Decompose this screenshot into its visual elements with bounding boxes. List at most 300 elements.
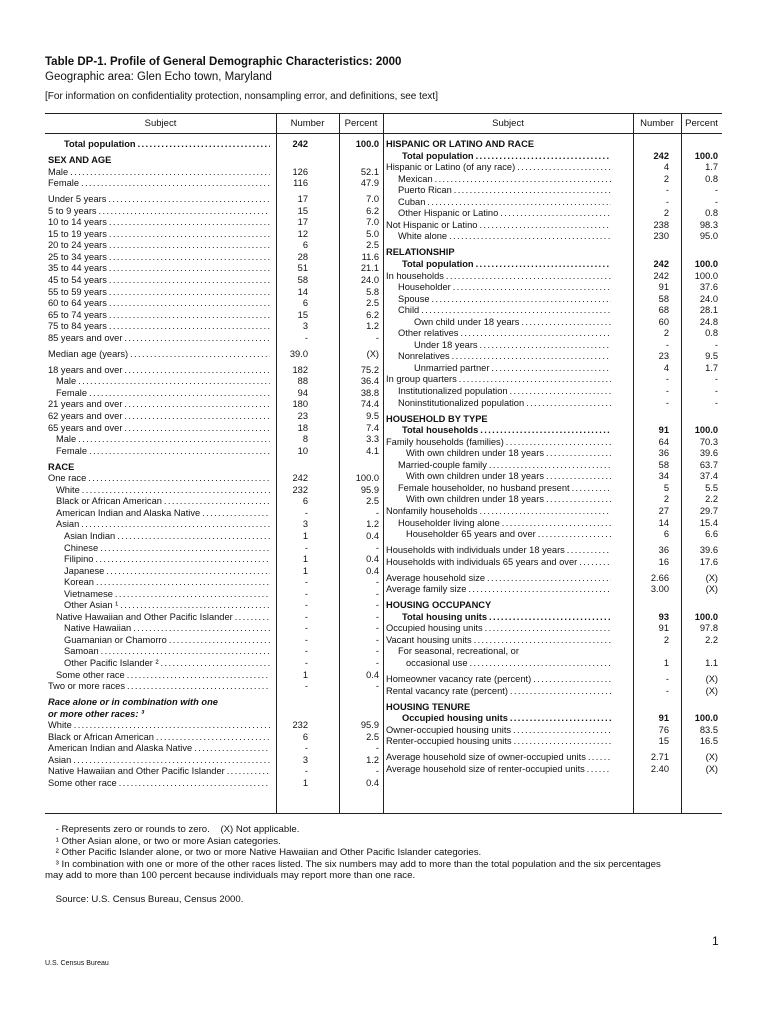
table-row — [386, 686, 718, 698]
row-label: 62 years and over . . . — [48, 411, 270, 423]
row-label: Noninstitutionalized population . . . — [398, 398, 611, 410]
row-number: 2 — [663, 494, 669, 505]
row-number: 3 — [302, 519, 308, 530]
table-row — [48, 139, 379, 151]
row-label: occasional use . . . — [406, 658, 611, 670]
header-number-right: Number — [633, 114, 681, 134]
row-number: 1 — [663, 658, 669, 669]
row-percent: - — [714, 185, 718, 196]
row-number: 14 — [658, 517, 669, 528]
section-heading — [386, 139, 718, 151]
row-number: 88 — [297, 376, 308, 387]
row-percent: 28.1 — [699, 305, 718, 316]
table-row — [386, 197, 718, 209]
row-label: Under 18 years . . . — [414, 340, 611, 352]
table-row — [48, 376, 379, 388]
table-row — [386, 340, 718, 352]
row-number: 6 — [302, 298, 308, 309]
table-row — [386, 713, 718, 725]
table-row — [386, 374, 718, 386]
row-percent: 11.6 — [361, 251, 379, 262]
row-number: 126 — [292, 166, 308, 177]
row-label: Asian . . . — [56, 519, 270, 531]
row-percent: - — [375, 646, 379, 657]
row-label: Householder 65 years and over . . . — [406, 529, 611, 541]
row-percent: - — [375, 623, 379, 634]
table-row — [48, 766, 379, 778]
row-label: With own children under 18 years . . . — [406, 448, 611, 460]
table-row — [48, 732, 379, 744]
row-label: 55 to 59 years . . . — [48, 287, 270, 299]
row-percent: 16.5 — [699, 736, 718, 747]
row-number: 15 — [297, 309, 308, 320]
table-row — [386, 506, 718, 518]
row-label: Other Pacific Islander ² . . . — [64, 658, 270, 670]
section-heading — [386, 600, 718, 612]
table-row — [48, 333, 379, 345]
table-row — [386, 317, 718, 329]
row-percent: - — [375, 588, 379, 599]
row-number: 1 — [302, 669, 308, 680]
row-percent: 0.4 — [366, 777, 379, 788]
row-percent: 1.2 — [366, 519, 379, 530]
section-heading — [48, 155, 379, 167]
table-row — [48, 240, 379, 252]
row-number: 242 — [292, 139, 308, 149]
row-label: For seasonal, recreational, or — [398, 646, 519, 657]
table-row — [48, 388, 379, 400]
row-number: 91 — [658, 623, 669, 634]
geographic-area: Geographic area: Glen Echo town, Maryland — [45, 71, 272, 83]
row-percent: 0.8 — [705, 173, 718, 184]
row-label: HOUSING TENURE — [386, 701, 471, 712]
row-number: 242 — [653, 270, 669, 281]
table-row — [386, 752, 718, 764]
row-number: 23 — [658, 351, 669, 362]
row-percent: 5.8 — [366, 286, 379, 297]
row-percent: 0.4 — [366, 554, 379, 565]
row-number: 17 — [297, 194, 308, 205]
table-row — [386, 162, 718, 174]
row-label: Occupied housing units . . . — [386, 623, 611, 635]
header-subject-right: Subject — [383, 114, 633, 134]
table-row — [386, 220, 718, 232]
row-percent: 7.0 — [366, 194, 379, 205]
row-percent: 24.0 — [360, 275, 379, 286]
row-percent: - — [375, 743, 379, 754]
row-percent: 17.6 — [699, 556, 718, 567]
row-number: - — [304, 743, 308, 754]
table-row — [386, 294, 718, 306]
row-label: 45 to 54 years . . . — [48, 275, 270, 287]
row-number: 51 — [297, 263, 308, 274]
row-label: In group quarters . . . — [386, 374, 611, 386]
row-label: Households with individuals 65 years and over . . . — [386, 557, 611, 569]
row-percent: - — [375, 681, 379, 692]
row-percent: - — [375, 611, 379, 622]
table-row — [48, 646, 379, 658]
row-label: Black or African American . . . — [48, 732, 270, 744]
table-row — [386, 646, 718, 658]
table-row — [48, 349, 379, 361]
row-percent: 21.1 — [360, 263, 379, 274]
row-number: - — [304, 766, 308, 777]
row-label: Total population . . . — [64, 139, 270, 151]
column-divider — [383, 114, 384, 813]
row-label: 65 to 74 years . . . — [48, 310, 270, 322]
row-percent: 63.7 — [699, 459, 718, 470]
table-row — [48, 473, 379, 485]
table-row — [48, 531, 379, 543]
table-row — [48, 423, 379, 435]
row-label: Asian Indian . . . — [64, 531, 270, 543]
table-row — [386, 725, 718, 737]
table-row — [48, 566, 379, 578]
row-label: HOUSEHOLD BY TYPE — [386, 413, 488, 424]
table-row — [48, 310, 379, 322]
row-number: 93 — [658, 611, 669, 622]
row-number: 23 — [297, 411, 308, 422]
table-row — [386, 305, 718, 317]
row-label: Average family size . . . — [386, 584, 611, 596]
row-number: 68 — [658, 305, 669, 316]
table-row — [48, 399, 379, 411]
row-label: 25 to 34 years . . . — [48, 252, 270, 264]
row-percent: 95.9 — [360, 720, 379, 731]
table-row — [386, 328, 718, 340]
table-row — [386, 545, 718, 557]
table-row — [386, 208, 718, 220]
table-row — [48, 600, 379, 612]
row-label: Filipino . . . — [64, 554, 270, 566]
row-number: 242 — [653, 150, 669, 161]
right-column — [386, 139, 718, 775]
row-number: 91 — [658, 425, 669, 436]
row-number: 76 — [658, 724, 669, 735]
table-row — [386, 764, 718, 776]
row-number: - — [304, 634, 308, 645]
row-label: American Indian and Alaska Native . . . — [56, 508, 270, 520]
row-label: Average household size of owner-occupied units . . . — [386, 752, 611, 764]
row-percent: 39.6 — [699, 545, 718, 556]
row-label: Married-couple family . . . — [398, 460, 611, 472]
header-percent-right: Percent — [681, 114, 722, 134]
row-percent: - — [375, 600, 379, 611]
row-label: Vacant housing units . . . — [386, 635, 611, 647]
row-number: 60 — [658, 316, 669, 327]
table-row — [48, 743, 379, 755]
row-percent: 83.5 — [699, 724, 718, 735]
row-number: 15 — [297, 205, 308, 216]
row-percent: 15.4 — [699, 517, 718, 528]
table-row — [386, 529, 718, 541]
row-label: Chinese . . . — [64, 543, 270, 555]
row-label: Female . . . — [48, 178, 270, 190]
row-percent: - — [375, 507, 379, 518]
row-number: 91 — [658, 713, 669, 724]
row-percent: 2.5 — [366, 731, 379, 742]
row-label: Households with individuals under 18 years . . . — [386, 545, 611, 557]
row-percent: 37.6 — [699, 282, 718, 293]
row-percent: 74.4 — [360, 399, 379, 410]
row-percent: 0.4 — [366, 531, 379, 541]
row-number: 8 — [302, 434, 308, 445]
table-row — [386, 437, 718, 449]
row-label: Total population . . . — [402, 151, 611, 163]
row-number: 2 — [663, 173, 669, 184]
row-percent: 5.0 — [366, 228, 379, 239]
row-label: Own child under 18 years . . . — [414, 317, 611, 329]
row-percent: (X) — [705, 763, 718, 774]
row-percent: 100.0 — [355, 473, 379, 484]
row-label: Total housing units . . . — [402, 612, 611, 624]
table-row — [48, 623, 379, 635]
row-number: 2 — [663, 328, 669, 339]
row-label: Not Hispanic or Latino . . . — [386, 220, 611, 232]
row-label: HOUSING OCCUPANCY — [386, 600, 492, 611]
table-row — [386, 483, 718, 495]
row-number: 34 — [658, 471, 669, 482]
row-label: Some other race . . . — [56, 670, 270, 682]
row-label: Median age (years) . . . — [48, 349, 270, 361]
row-number: - — [304, 611, 308, 622]
table-row — [48, 217, 379, 229]
row-label: Child . . . — [398, 305, 611, 317]
table-row — [386, 736, 718, 748]
table-row — [48, 275, 379, 287]
table-row — [48, 635, 379, 647]
row-label: In households . . . — [386, 271, 611, 283]
row-label: Total households . . . — [402, 425, 611, 437]
row-number: - — [665, 385, 669, 396]
row-percent: 9.5 — [705, 351, 718, 362]
row-label: Race alone or in combination with one — [48, 697, 218, 708]
row-label: Puerto Rican . . . — [398, 185, 611, 197]
table-row — [48, 778, 379, 790]
row-number: 3 — [302, 754, 308, 765]
row-percent: - — [714, 339, 718, 350]
row-number: - — [304, 507, 308, 518]
row-percent: 24.0 — [699, 293, 718, 304]
row-percent: - — [375, 634, 379, 645]
row-label: Some other race . . . — [48, 778, 270, 790]
table-row — [48, 658, 379, 670]
row-number: 232 — [292, 484, 308, 495]
row-percent: 6.2 — [366, 205, 379, 216]
row-number: 1 — [302, 565, 308, 576]
row-number: 12 — [297, 228, 308, 239]
table-row — [386, 658, 718, 670]
row-number: 36 — [658, 448, 669, 459]
row-number: 180 — [292, 399, 308, 410]
row-percent: 2.2 — [705, 634, 718, 645]
row-percent: 7.0 — [366, 217, 379, 228]
row-number: - — [304, 542, 308, 553]
table-row — [48, 755, 379, 767]
table-row — [48, 446, 379, 458]
row-number: 58 — [297, 275, 308, 286]
row-number: - — [304, 588, 308, 599]
row-label: Samoan . . . — [64, 646, 270, 658]
table-row — [386, 471, 718, 483]
row-percent: 100.0 — [694, 611, 718, 622]
row-percent: 9.5 — [366, 411, 379, 422]
row-number: 5 — [663, 482, 669, 493]
row-number: 6 — [302, 731, 308, 742]
row-percent: 1.7 — [705, 362, 718, 373]
row-number: - — [665, 196, 669, 207]
row-number: 36 — [658, 545, 669, 556]
row-percent: 29.7 — [699, 505, 718, 516]
row-percent: - — [714, 385, 718, 396]
row-label: RACE — [48, 461, 75, 472]
row-percent: 100.0 — [694, 270, 718, 281]
row-label: 85 years and over . . . — [48, 333, 270, 345]
row-percent: 2.2 — [705, 494, 718, 505]
row-number: 1 — [302, 531, 308, 541]
row-number: 64 — [658, 436, 669, 447]
table-row — [48, 263, 379, 275]
row-label: Average household size . . . — [386, 573, 611, 585]
row-percent: 38.8 — [360, 387, 379, 398]
row-label: Male . . . — [48, 167, 270, 179]
row-percent: 1.7 — [705, 162, 718, 173]
table-row — [386, 460, 718, 472]
row-label: 18 years and over . . . — [48, 365, 270, 377]
table-row — [48, 589, 379, 601]
row-label: Householder living alone . . . — [398, 518, 611, 530]
section-heading — [386, 702, 718, 714]
row-label: Rental vacancy rate (percent) . . . — [386, 686, 611, 698]
row-label: White . . . — [56, 485, 270, 497]
row-label: Female . . . — [56, 388, 270, 400]
row-label: 65 years and over . . . — [48, 423, 270, 435]
table-row — [48, 543, 379, 555]
row-number: 230 — [653, 231, 669, 242]
row-percent: 6.2 — [366, 309, 379, 320]
row-number: 4 — [663, 162, 669, 173]
row-label: American Indian and Alaska Native . . . — [48, 743, 270, 755]
row-percent: 24.8 — [699, 316, 718, 327]
table-row — [386, 518, 718, 530]
row-percent: 5.5 — [705, 482, 718, 493]
table-row — [386, 612, 718, 624]
row-percent: 7.4 — [366, 422, 379, 433]
row-label: Female . . . — [56, 446, 270, 458]
row-label: Two or more races . . . — [48, 681, 270, 693]
row-label: RELATIONSHIP — [386, 247, 455, 258]
row-percent: (X) — [705, 572, 718, 583]
table-row — [386, 494, 718, 506]
table-row — [386, 635, 718, 647]
table-row — [386, 674, 718, 686]
row-label: 35 to 44 years . . . — [48, 263, 270, 275]
row-number: 116 — [293, 178, 308, 189]
row-number: 2 — [663, 208, 669, 219]
row-label: Vietnamese . . . — [64, 589, 270, 601]
footnote-line: - Represents zero or rounds to zero. (X) Not applicable. — [45, 824, 300, 835]
table-row — [386, 363, 718, 375]
row-label: Other relatives . . . — [398, 328, 611, 340]
table-row — [48, 229, 379, 241]
row-number: 2.66 — [650, 572, 669, 583]
table-row — [48, 167, 379, 179]
row-percent: 95.0 — [699, 231, 718, 242]
row-label: Cuban . . . — [398, 197, 611, 209]
row-percent: 47.9 — [360, 178, 379, 189]
row-number: 94 — [297, 387, 308, 398]
row-percent: - — [375, 658, 379, 669]
row-label: Native Hawaiian . . . — [64, 623, 270, 635]
row-label: Nonfamily households . . . — [386, 506, 611, 518]
row-number: - — [304, 681, 308, 692]
row-percent: - — [714, 374, 718, 385]
row-percent: 39.6 — [699, 448, 718, 459]
table-row — [48, 697, 379, 709]
table-row — [48, 681, 379, 693]
row-percent: 70.3 — [699, 436, 718, 447]
row-label: 75 to 84 years . . . — [48, 321, 270, 333]
row-number: - — [665, 374, 669, 385]
row-number: 6 — [302, 496, 308, 507]
info-note: [For information on confidentiality protection, nonsampling error, and definitions, see text] — [45, 91, 438, 102]
row-number: - — [665, 339, 669, 350]
table-row — [48, 577, 379, 589]
table-row — [386, 185, 718, 197]
header-subject-left: Subject — [45, 114, 276, 134]
table-row — [48, 612, 379, 624]
row-label: Native Hawaiian and Other Pacific Islander . . . — [56, 612, 270, 624]
row-number: 10 — [297, 445, 308, 456]
row-number: - — [304, 332, 308, 343]
table-row — [48, 508, 379, 520]
row-number: 39.0 — [289, 348, 308, 359]
row-percent: 2.5 — [366, 298, 379, 309]
table-row — [386, 174, 718, 186]
row-number: 14 — [297, 286, 308, 297]
table-row — [48, 194, 379, 206]
row-number: 27 — [658, 505, 669, 516]
table-row — [386, 231, 718, 243]
row-label: Householder . . . — [398, 282, 611, 294]
row-percent: - — [714, 196, 718, 207]
header-number-left: Number — [276, 114, 339, 134]
row-label: Total population . . . — [402, 259, 611, 271]
row-label: Japanese . . . — [64, 566, 270, 578]
row-label: With own children under 18 years . . . — [406, 471, 611, 483]
table-row — [48, 287, 379, 299]
left-column — [48, 139, 379, 790]
row-label: Mexican . . . — [398, 174, 611, 186]
footnotes — [45, 824, 725, 905]
row-number: 6 — [302, 240, 308, 251]
row-number: - — [304, 646, 308, 657]
table-row — [386, 282, 718, 294]
row-percent: 4.1 — [366, 445, 379, 456]
row-label: or more other races: ³ — [48, 708, 145, 719]
row-label: Owner-occupied housing units . . . — [386, 725, 611, 737]
row-label: 21 years and over . . . — [48, 399, 270, 411]
row-percent: (X) — [705, 674, 718, 685]
table-row — [48, 485, 379, 497]
row-label: Guamanian or Chamorro . . . — [64, 635, 270, 647]
row-label: Black or African American . . . — [56, 496, 270, 508]
table-row — [386, 259, 718, 271]
row-label: Spouse . . . — [398, 294, 611, 306]
row-number: 232 — [292, 720, 308, 731]
row-percent: 1.2 — [366, 321, 379, 332]
row-number: 3.00 — [650, 584, 669, 595]
